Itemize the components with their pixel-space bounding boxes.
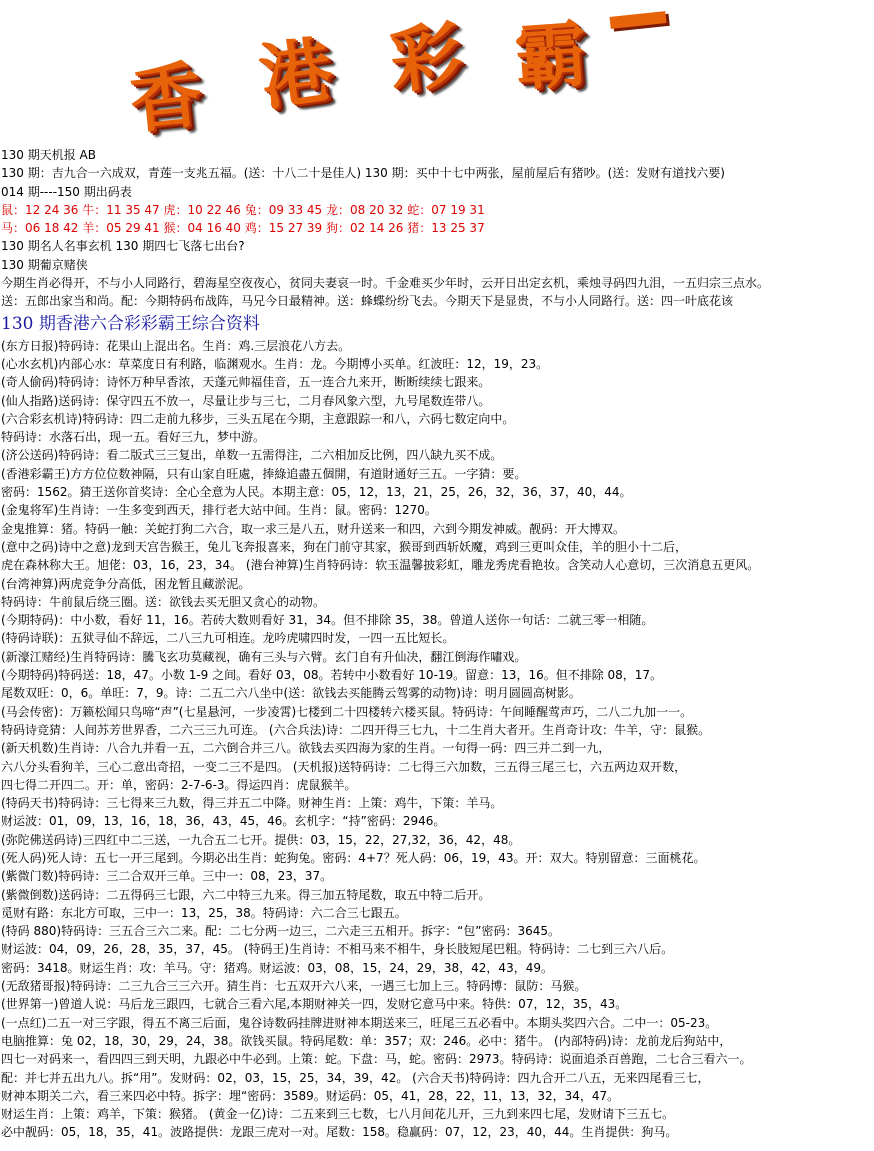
info-line: 130 期名人名事玄机 130 期四七飞落七出台? [1,239,245,254]
body-line: (新濠江赌经)生肖特码诗：騰飞玄功莫藏视，确有三头与六臂。玄门自有升仙决，翻江倒海作嘯戏。 [1,649,527,664]
banner-char: 彩 [385,11,467,104]
body-line: 密码：3418。财运生肖：攻：羊马。守：猪鸡。财运波：03，08，15，24，29，38，42，43，49。 [1,960,553,975]
body-line: 特码诗：牛前鼠后绕三圈。送：欲钱去买无胆又贪心的动物。 [1,594,326,609]
banner-char: 霸 [512,10,590,101]
body-lines [0,337,874,1142]
body-line: (特码诗联)：五狱寻仙不辞远，二八三九可相连。龙吟虎啸四时发，一四一五比短长。 [1,631,455,646]
zodiac-number-line: 马：06 18 42 羊：05 29 41 猴：04 16 40 鸡：15 27 39 狗：02 14 26 猪：13 25 37 [1,221,485,236]
banner-logo [120,0,680,145]
body-line: (无敌猪哥报)特码诗：二三九合三三六开。猜生肖：七五双开六八来，一遇三七加上三。特码博：鼠防：马猴。 [1,979,587,994]
body-line: (马会传密)：万籁松闻只鸟啼“声”(七星悬河，一步凌霄)七楼到二十四楼转六楼买鼠。特码诗：午间睡醒莺声巧，二八二九加一一。 [1,704,693,719]
body-line: (金鬼将军)生肖诗：一生多变到西天，排行老大站中间。生肖：鼠。密码：1270。 [1,503,437,518]
body-line: 觅财有路：东北方可取，三中一：13，25，38。特码诗：六二合三七跟五。 [1,905,407,920]
body-line: (紫微门数)特码诗：三二合双开三单。三中一：08，23，37。 [1,869,333,884]
body-line: 密码：1562。猜王送你首奖诗：全心全意为人民。本期主意：05，12，13，21，25，26，32，36，37，40，44。 [1,485,632,500]
header-line: 014 期----150 期出码表 [1,184,132,199]
body-line: (意中之码)诗中之意)龙到天宫告猴王，兔儿飞奔报喜来，狗在门前守其家，猴哥到西斩妖魔，鸡到三更叫众佳，羊的胆小十二后， [1,539,688,554]
header-line: 130 期天机报 AB [1,148,96,162]
body-line: 财运生肖：上策：鸡羊，下策：猴猪。 (黄金一亿)诗：二五来到三七数，七八月间花儿开，三九到来四七尾，发财请下三五七。 [1,1107,675,1122]
banner-char: 香 [125,51,207,144]
body-line: (一点红)二五一对三字跟，得五不离三后面，鬼谷诗数码挂牌进财神本期送来三，旺尾三五必看中。本期头奖四六合。二中一：05-23。 [1,1015,718,1030]
body-line: 四七一对码来一，看四四三到天明，九跟必中牛必到。上策：蛇。下盘：马，蛇。密码：2973。特码诗：说面追杀百兽跑，二七合三看六一。 [1,1052,752,1067]
section-title: 130 期香港六合彩彩霸王综合资料 [1,313,260,334]
body-line: 尾数双旺：0，6。单旺：7，9。诗：二五二六八坐中(送：欲钱去买能腾云驾雾的动物)诗：明月圆圆高树影。 [1,686,581,701]
info-line: 130 期葡京赌侠 [1,257,88,272]
body-line: (今期特码)特码送：18，47。小数 1-9 之间。看好 03，08。若转中小数看好 10-19。留意：13，16。但不排除 08，17。 [1,668,663,683]
body-line: (特码天书)特码诗：三七得来三九数，得三并五二中降。财神生肖：上策：鸡牛，下策：羊马。 [1,796,503,811]
body-line: (台湾神算)两虎竞争分高低，困龙暂且藏淤泥。 [1,576,251,591]
body-line: 特码诗：水落石出，现一五。看好三九，梦中游。 [1,430,266,445]
zodiac-number-line: 鼠：12 24 36 牛：11 35 47 虎：10 22 46 兔：09 33 45 龙：08 20 32 蛇：07 19 31 [1,202,485,217]
body-line: (东方日报)特码诗：花果山上混出名。生肖：鸡.三层浪花八方去。 [1,338,351,353]
body-line: (香港彩霸王)方方位位数神隔，只有山家自旺處，捧綠追盡五個開，有道財通好三五。一字猜：要。 [1,466,527,481]
body-line: 必中靓码：05，18，35，41。波路提供：龙跟三虎对一对。尾数：158。稳赢码：07，12，23，40，44。生肖提供：狗马。 [1,1125,678,1140]
body-line: 特码诗竞猜：人间苏芳世界香，二六三三九可连。 (六合兵法)诗：二四开得三七九，十二生肖大者开。生肖奇计攻：牛羊，守：鼠猴。 [1,722,711,737]
body-line: 金鬼推算：猪。特码一触：关蛇打狗二六合，取一求三是八五，财升送来一和四，六到今期发神威。靓码：开大博双。 [1,521,626,536]
body-line: (特码 880)特码诗：三五合三六二来。配：二七分两一边三，二六走三五相开。拆字：“包”密码：3645。 [1,924,561,939]
body-line: 配：并七并五出九八。拆“用”。发财码：02，03，15，25，34，39，42。 (六合天书)特码诗：四九合开二八五，无来四尾看三七， [1,1070,710,1085]
body-line: (心水玄机)内部心水：草菜度日有利路，临渊观水。生肖：龙。今期博小买单。红波旺：12，19，23。 [1,356,549,371]
body-line: (仙人指路)送码诗：保守四五不放一，尽量让步与三七，二月春风象六型，九号尾数连带八。 [1,393,491,408]
body-line: (世界第一)曾道人说：马后龙三跟四，七就合三看六尾,本期财神关一四，发财它意马中来。特供：07，12，35，43。 [1,997,628,1012]
body-line: 财运波：04，09，26，28，35，37，45。 (特码王)生肖诗：不相马来不相牛，身长肢短尾巴粗。特码诗：二七到三六八后。 [1,942,674,957]
body-line: (弥陀佛送码诗)三四红中二三送，一九合五二七开。提供：03，15，22，27,32，36，42，48。 [1,832,521,847]
body-line: 财神本期关二六，看三来四必中特。拆字：埋“密码：3589。财运码：05，41，28，22，11，13，32，34，47。 [1,1088,620,1103]
body-line: (今期特码)：中小数，看好 11，16。若砖大数则看好 31，34。但不排除 35，38。曾道人送你一句话：二就三零一相随。 [1,613,654,628]
body-line: 电脑推算：兔 02，18，30，29，24，38。欲钱买鼠。特码尾数：单：357；双：246。必中：猪牛。 (内部特码)诗：龙前龙后狗站中， [1,1033,732,1048]
body-line: 虎在森林称大王。旭佬：03，16，23，34。 (港台神算)生肖特码诗：软玉温馨披彩虹，雕龙秀虎看艳妆。含笑动人心意切，三次消息五更风。 [1,558,760,573]
banner-char: 港 [254,26,338,121]
body-line: (紫微倒数)送码诗：二五得码三七跟，六二中特三九来。得三加五特尾数，取五中特二后开。 [1,887,491,902]
document-body [0,146,874,1142]
body-line: (六合彩玄机诗)特码诗：四二走前九移步，三头五尾在今期，主意跟踪一和八，六码七数定向中。 [1,411,515,426]
body-line: (新天机数)生肖诗：八合九并看一五，二六倒合并三八。欲钱去买四海为家的生肖。一句得一码：四三并二到一九， [1,741,611,756]
body-line: (死人码)死人诗：五七一开三尾到。今期必出生肖：蛇狗兔。密码：4+7？死人码：06，19，43。开：双大。特别留意：三面桃花。 [1,850,706,865]
body-line: (济公送码)特码诗：看二版式三三复出，单数一五需得注，二六相加反比例，四八缺九买不成。 [1,448,503,463]
body-line: 六八分头看狗羊，三心二意出奇招，一变二三不是四。 (天机报)送特码诗：二七得三六加数，三五得三尾三七，六五两边双开数， [1,759,687,774]
info-line: 今期生肖必得开，不与小人同路行，碧海星空夜夜心，贫同夫妻哀一时。千金难买少年时，云开日出定玄机，乘烛寻码四九泪，一五归宗三点水。 [1,276,770,291]
body-line: (奇人偷码)特码诗：诗怀万种早香浓，天蓬元帅福佳音，五一连合九来开，断断续续七跟来。 [1,375,491,390]
body-line: 四七得二开四二。开：单，密码：2-7-6-3。得运四肖：虎鼠猴羊。 [1,777,357,792]
header-line: 130 期：吉九合一六成双，青莲一支兆五福。(送：十八二十是佳人) 130 期：买中十七中两张，屋前屋后有猪吵。(送：发财有道找六要) [1,166,725,181]
info-line: 送：五郎出家当和尚。配：今期特码布战阵，马兄今日最精神。送：蜂蝶纷纷飞去。今期天下是显贵，不与小人同路行。送：四一叶底花该 [1,294,734,309]
body-line: 财运波：01，09，13，16，18，36，43，45，46。玄机字：“持”密码：2946。 [1,814,446,829]
